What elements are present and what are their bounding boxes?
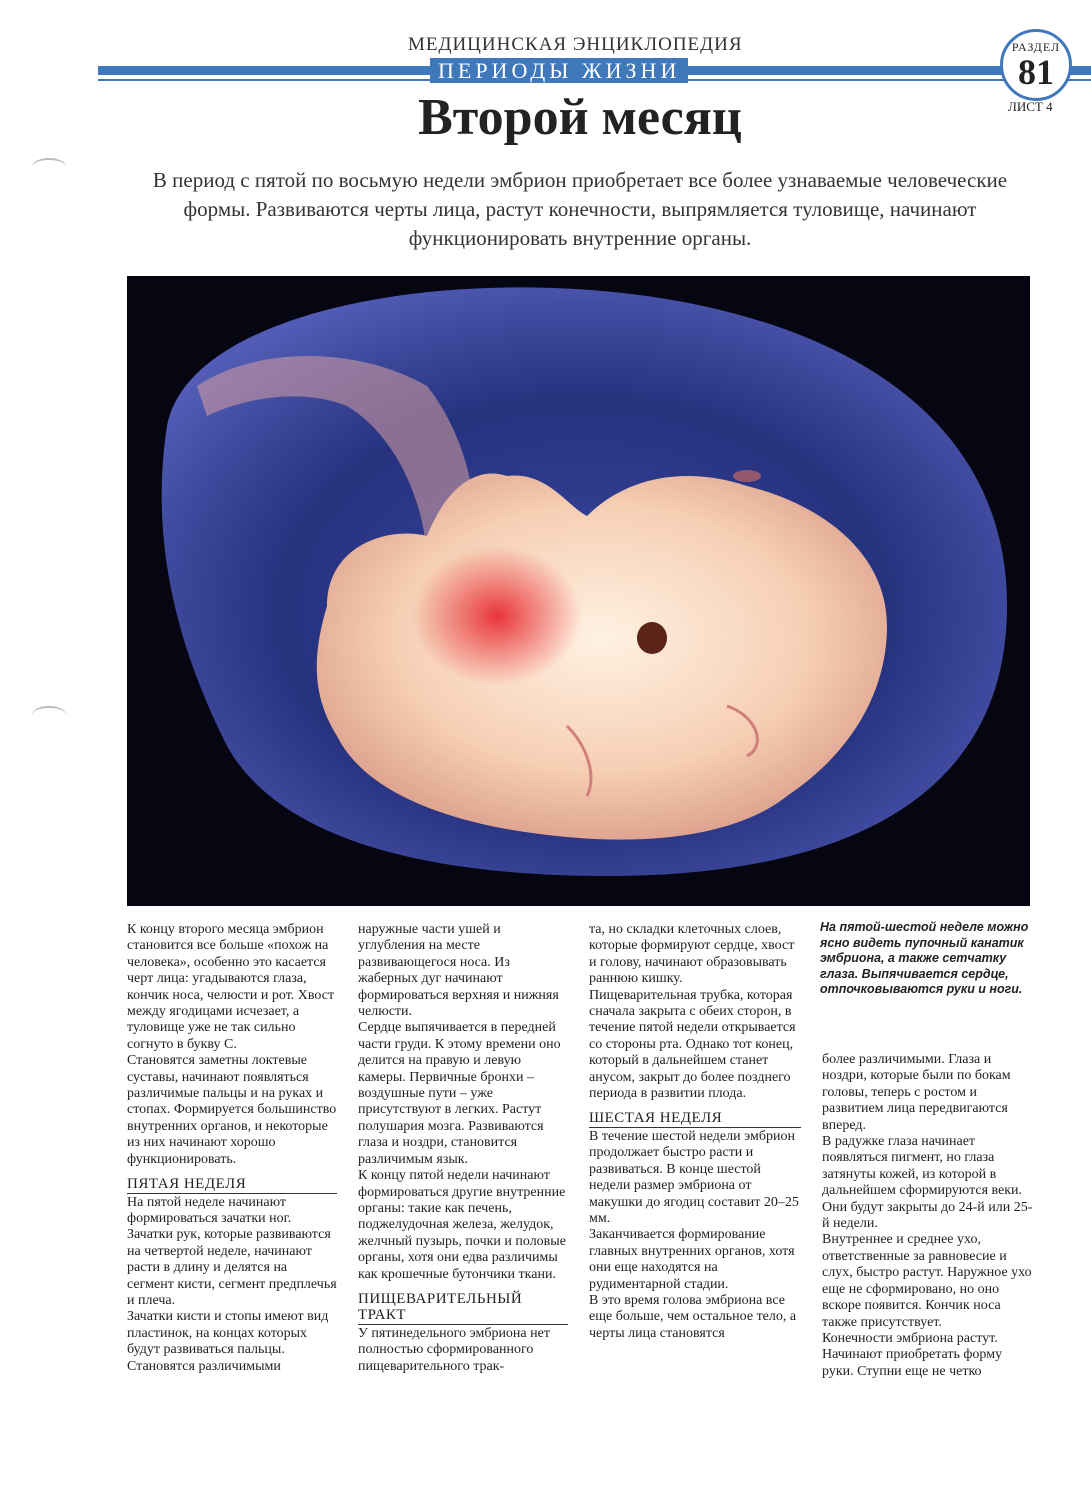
photo-caption: На пятой-шестой неделе можно ясно видеть пупочный канатик эмбриона, а также сетчатку глаза. Выпячивается сердце, отпочковываются руки и ноги. xyxy=(820,920,1029,996)
paragraph: У пятинедельного эмбриона нет полностью сформированного пищеварительного трак- xyxy=(358,1325,550,1374)
badge-label: РАЗДЕЛ xyxy=(1011,40,1061,54)
embryo-eye xyxy=(637,622,667,654)
embryo-heart xyxy=(412,546,582,686)
subheading: ПИЩЕВАРИТЕЛЬНЫЙ ТРАКТ xyxy=(358,1291,568,1325)
binder-hole-mark xyxy=(32,158,66,176)
paragraph: В течение шестой недели эмбрион продолжает быстро расти и развиваться. В конце шестой недели размер эмбриона от макушки до ягодиц составит 20–25 мм. xyxy=(589,1128,799,1226)
paragraph: На пятой неделе начинают формироваться зачатки ног. Зачатки рук, которые развиваются на четвертой неделе, начинают расти в длину и делятся на сегмент кисти, сегмент предплечья и плеча. xyxy=(127,1194,337,1308)
paragraph: Становятся заметны локтевые суставы, начинают появляться различимые пальцы и на руках и стопах. Формируется большинство внутренних органов, и некоторые из них начинают хорошо функционировать. xyxy=(127,1053,337,1167)
paragraph: В радужке глаза начинает появляться пигмент, но глаза затянуты кожей, из которой в дальнейшем сформируются веки. Они будут закрыты до 24-й или 25-й недели. xyxy=(822,1134,1033,1232)
paragraph: более различимыми. Глаза и ноздри, которые были по бокам головы, теперь с ростом и развитием лица передвигаются вперед. xyxy=(822,1052,1011,1133)
text-column-4 xyxy=(822,1052,1034,1380)
page-title: Второй месяц xyxy=(418,89,742,146)
paragraph: Зачатки кисти и стопы имеют вид пластинок, на концах которых будут развиваться пальцы. Становятся различимыми xyxy=(127,1309,329,1374)
paragraph: Сердце выпячивается в передней части груди. К этому времени оно делится на правую и левую камеры. Первичные бронхи – воздушные пути – уже присутствуют в легких. Растут полушария мозга. Развиваются глаза и ноздри, становится различимым язык. xyxy=(358,1020,561,1167)
subheading: ПЯТАЯ НЕДЕЛЯ xyxy=(127,1176,337,1193)
paragraph: К концу второго месяца эмбрион становится все больше «похож на человека», особенно это касается черт лица: угадываются глаза, кончик носа, челюсти и рот. Хвост между ягодицами исчезает, а туловище уже не так сильно согнуто в букву С. xyxy=(127,922,335,1052)
text-column-3 xyxy=(589,922,801,1342)
paragraph: наружные части ушей и углубления на месте развивающегося носа. Из жаберных дуг начинают формироваться верхняя и нижняя челюсти. xyxy=(358,922,559,1020)
embryo-photo xyxy=(127,276,1030,906)
intro-text: В период с пятой по восьмую недели эмбрион приобретает все более узнаваемые человеческие формы. Развиваются черты лица, растут конечности, выпрямляется туловище, начинают функционировать внутренние органы. xyxy=(152,168,1008,250)
subheading: ШЕСТАЯ НЕДЕЛЯ xyxy=(589,1110,801,1127)
paragraph: Пищеварительная трубка, которая сначала закрыта с обеих сторон, в течение пятой недели открывается со стороны рта. Однако тот конец, который в дальнейшем станет анусом, закрыт до более позднего периода в развитии плода. xyxy=(589,987,796,1102)
paragraph: Конечности эмбриона растут. Начинают приобретать форму руки. Ступни еще не четко xyxy=(822,1330,1003,1379)
badge-number: 81 xyxy=(1018,52,1054,92)
text-column-1 xyxy=(127,922,337,1375)
binder-hole-mark xyxy=(32,706,66,724)
paragraph: Заканчивается формирование главных внутренних органов, хотя они еще находятся на рудиментарной стадии. xyxy=(589,1227,795,1292)
text-column-2 xyxy=(358,922,568,1375)
section-banner: ПЕРИОДЫ ЖИЗНИ xyxy=(430,58,688,83)
paragraph: Внутреннее и среднее ухо, ответственные за равновесие и слух, быстро растут. Наружное ухо еще не сформировано, но оно вскоре появится. Кончик носа также присутствует. xyxy=(822,1232,1032,1330)
encyclopedia-title: МЕДИЦИНСКАЯ ЭНЦИКЛОПЕДИЯ xyxy=(408,34,743,55)
paragraph: К концу пятой недели начинают формироваться другие внутренние органы: такие как печень, поджелудочная железа, желудок, желчный пузырь, почки и половые органы, хотя они едва различимы как крошечные бутончики ткани. xyxy=(358,1168,566,1282)
sheet-number: ЛИСТ 4 xyxy=(1008,99,1053,114)
head-vessel xyxy=(733,470,761,482)
paragraph: та, но складки клеточных слоев, которые формируют сердце, хвост и голову, начинают образовывать раннюю кишку. xyxy=(589,922,795,987)
paragraph: В это время голова эмбриона все еще больше, чем остальное тело, а черты лица становятся xyxy=(589,1292,797,1341)
